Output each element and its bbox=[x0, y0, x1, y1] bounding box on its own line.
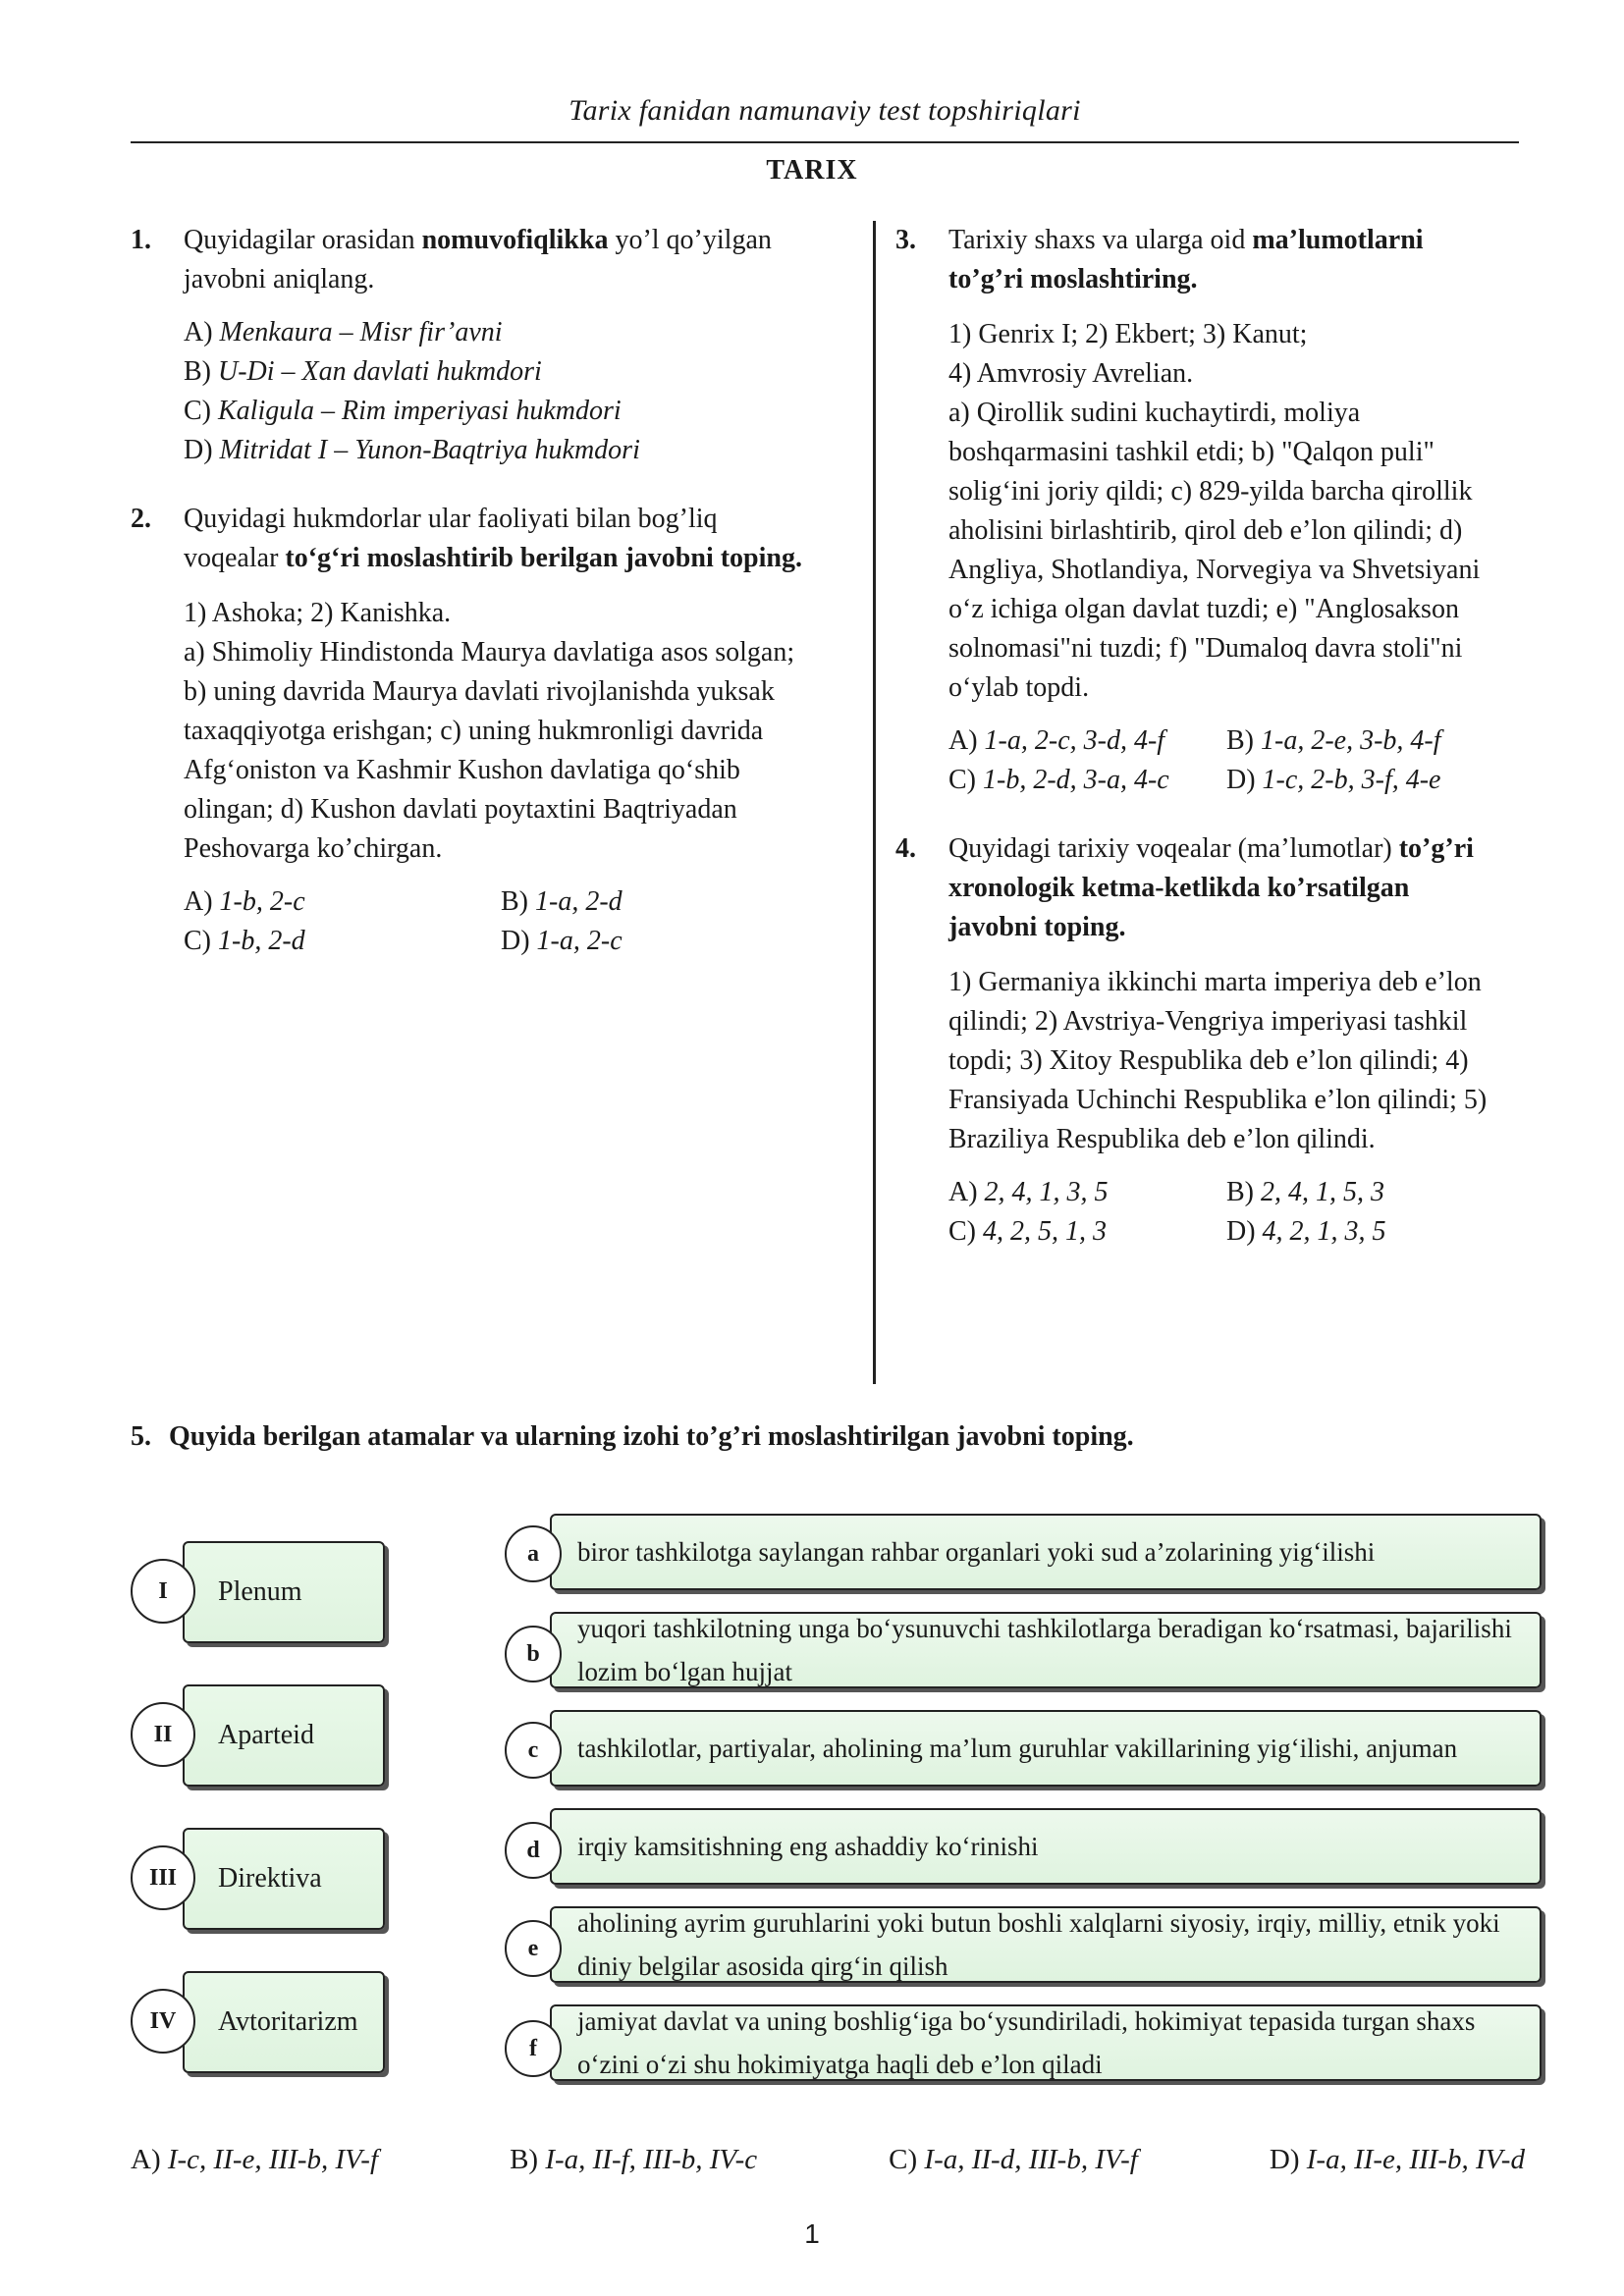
page-number: 1 bbox=[804, 2218, 820, 2249]
right-column bbox=[895, 221, 1504, 1281]
column-divider bbox=[873, 221, 876, 1384]
answer-option[interactable]: C) 1-b, 2-d, 3-a, 4-c bbox=[948, 765, 1169, 795]
question-2 bbox=[131, 500, 818, 961]
answer-option[interactable]: B) 1-a, 2-e, 3-b, 4-f bbox=[1226, 725, 1441, 756]
definition-marker: b bbox=[505, 1626, 562, 1682]
question-number: 4. bbox=[895, 833, 916, 864]
left-column bbox=[131, 221, 818, 990]
question-number: 3. bbox=[895, 225, 916, 255]
question-number: 2. bbox=[131, 504, 151, 534]
answer-option[interactable]: A) I-c, II-e, III-b, IV-f bbox=[131, 2144, 379, 2175]
answer-option[interactable]: A) 2, 4, 1, 3, 5 bbox=[948, 1177, 1109, 1207]
question-3 bbox=[895, 221, 1504, 800]
term-marker: II bbox=[131, 1702, 195, 1767]
answer-option[interactable]: B) U-Di – Xan davlati hukmdori bbox=[184, 356, 542, 387]
answer-option[interactable]: B) I-a, II-f, III-b, IV-c bbox=[510, 2144, 758, 2175]
question-text: Tarixiy shaxs va ularga oid ma’lumotlarni to’g’ri moslashtiring. bbox=[948, 225, 1424, 294]
term-marker: I bbox=[131, 1559, 195, 1624]
definition-box: biror tashkilotga saylangan rahbar organlari yoki sud a’zolarining yig‘ilishi bbox=[550, 1514, 1542, 1590]
answer-option[interactable]: C) 1-b, 2-d bbox=[184, 926, 305, 956]
answer-option[interactable]: C) 4, 2, 5, 1, 3 bbox=[948, 1216, 1107, 1247]
question-text: Quyidagilar orasidan nomuvofiqlikka yo’l qo’yilgan javobni aniqlang. bbox=[184, 225, 772, 294]
definition-marker: f bbox=[505, 2020, 562, 2077]
answer-options bbox=[948, 1173, 1504, 1252]
answer-option[interactable]: D) 4, 2, 1, 3, 5 bbox=[1226, 1216, 1386, 1247]
answer-options bbox=[184, 882, 818, 961]
answer-option[interactable]: A) 1-a, 2-c, 3-d, 4-f bbox=[948, 725, 1165, 756]
term-box: Plenum bbox=[183, 1541, 385, 1643]
answer-options bbox=[184, 313, 818, 470]
question-1 bbox=[131, 221, 818, 470]
answer-option[interactable]: D) 1-c, 2-b, 3-f, 4-e bbox=[1226, 765, 1441, 795]
answer-option[interactable]: B) 1-a, 2-d bbox=[501, 886, 623, 917]
question-body: 1) Genrix I; 2) Ekbert; 3) Kanut; 4) Amvrosiy Avrelian. a) Qirollik sudini kuchaytirdi, moliya boshqarmasini tashkil etdi; b) "Qalqon puli" solig‘ini joriy qildi; c) 829-yilda barcha qirollik aholisini birlashtirib, qirol deb e’lon qilindi; d) Angliya, Shotlandiya, Norvegiya va Shvetsiyani o‘z ichiga olgan davlat tuzdi; e) "Anglosakson solnomasi"ni tuzdi; f) "Dumaloq davra stoli"ni o‘ylab topdi. bbox=[948, 319, 1481, 703]
running-title: Tarix fanidan namunaviy test topshiriqlari bbox=[568, 94, 1081, 127]
term-marker: III bbox=[131, 1845, 195, 1910]
definition-box: aholining ayrim guruhlarini yoki butun boshli xalqlarni siyosiy, irqiy, milliy, etnik yoki diniy belgilar asosida qirg‘in qilish bbox=[550, 1906, 1542, 1983]
answer-option[interactable]: A) Menkaura – Misr fir’avni bbox=[184, 317, 503, 347]
header-rule bbox=[131, 141, 1519, 143]
answer-option[interactable]: B) 2, 4, 1, 5, 3 bbox=[1226, 1177, 1384, 1207]
answer-option[interactable]: C) I-a, II-d, III-b, IV-f bbox=[889, 2144, 1138, 2175]
question-number: 1. bbox=[131, 225, 151, 255]
answer-option[interactable]: D) Mitridat I – Yunon-Baqtriya hukmdori bbox=[184, 435, 640, 465]
question-body: 1) Ashoka; 2) Kanishka. a) Shimoliy Hindistonda Maurya davlatiga asos solgan; b) uning davrida Maurya davlati rivojlanishda yuksak taxaqqiyotga erishgan; c) uning hukmronligi davrida Afg‘oniston va Kashmir Kushon davlatiga qo‘shib olingan; d) Kushon davlati poytaxtini Baqtriyadan Peshovarga ko’chirgan. bbox=[184, 598, 795, 864]
definition-box: tashkilotlar, partiyalar, aholining ma’lum guruhlar vakillarining yig‘ilishi, anjuman bbox=[550, 1710, 1542, 1787]
term-marker: IV bbox=[131, 1989, 195, 2054]
question-text: Quyidagi tarixiy voqealar (ma’lumotlar) to’g’ri xronologik ketma-ketlikda ko’rsatilgan javobni toping. bbox=[948, 833, 1474, 942]
definition-box: irqiy kamsitishning eng ashaddiy ko‘rinishi bbox=[550, 1808, 1542, 1885]
question-text: Quyidagi hukmdorlar ular faoliyati bilan bog’liq voqealar to‘g‘ri moslashtirib berilgan javobni toping. bbox=[184, 504, 802, 573]
question-5-options bbox=[131, 2144, 1525, 2176]
answer-option[interactable]: D) I-a, II-e, III-b, IV-d bbox=[1269, 2144, 1525, 2175]
answer-options bbox=[948, 721, 1504, 800]
definition-marker: a bbox=[505, 1525, 562, 1582]
question-body: 1) Germaniya ikkinchi marta imperiya deb e’lon qilindi; 2) Avstriya-Vengriya imperiyasi tashkil topdi; 3) Xitoy Respublika deb e’lon qilindi; 4) Fransiyada Uchinchi Respublika e’lon qilindi; 5) Braziliya Respublika deb e’lon qilindi. bbox=[948, 967, 1488, 1154]
answer-option[interactable]: A) 1-b, 2-c bbox=[184, 886, 305, 917]
question-5-title: 5. Quyida berilgan atamalar va ularning izohi to’g’ri moslashtirilgan javobni toping. bbox=[131, 1421, 1134, 1452]
definition-marker: c bbox=[505, 1722, 562, 1779]
term-box: Direktiva bbox=[183, 1828, 385, 1930]
question-4 bbox=[895, 829, 1504, 1252]
definition-marker: e bbox=[505, 1920, 562, 1977]
term-box: Avtoritarizm bbox=[183, 1971, 385, 2073]
definition-marker: d bbox=[505, 1822, 562, 1879]
answer-option[interactable]: D) 1-a, 2-c bbox=[501, 926, 623, 956]
term-box: Aparteid bbox=[183, 1684, 385, 1787]
subject-title: TARIX bbox=[766, 155, 858, 186]
definition-box: yuqori tashkilotning unga bo‘ysunuvchi tashkilotlarga beradigan ko‘rsatmasi, bajarilishi lozim bo‘lgan hujjat bbox=[550, 1612, 1542, 1688]
definition-box: jamiyat davlat va uning boshlig‘iga bo‘ysundiriladi, hokimiyat tepasida turgan shaxs o‘zini o‘zi shu hokimiyatga haqli deb e’lon qiladi bbox=[550, 2004, 1542, 2081]
answer-option[interactable]: C) Kaligula – Rim imperiyasi hukmdori bbox=[184, 396, 622, 426]
